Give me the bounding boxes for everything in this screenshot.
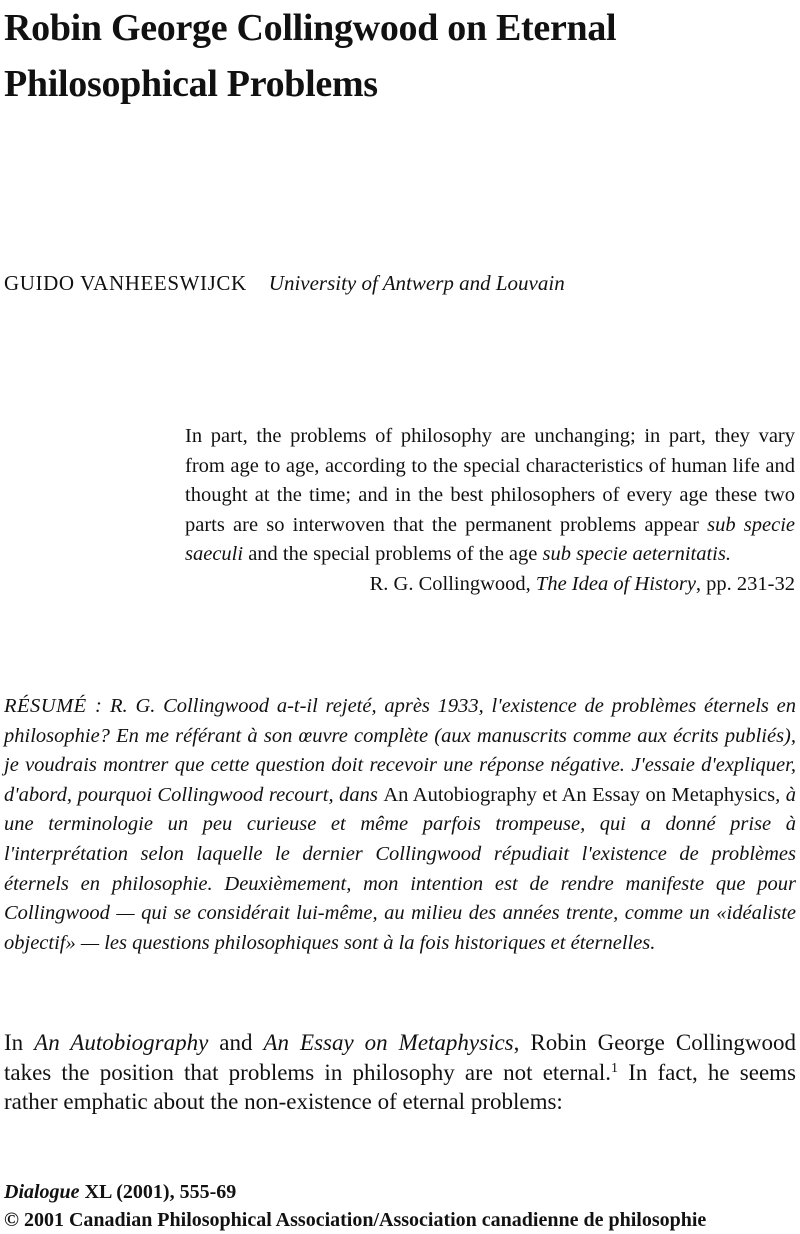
journal-citation [4,1178,798,1206]
journal-name: Dialogue [4,1181,80,1203]
copyright-notice: © 2001 Canadian Philosophical Association/Association canadienne de philosophie [4,1209,707,1231]
resume-label: RÉSUMÉ : [4,695,103,717]
resume-text: R. G. Collingwood a-t-il rejeté, après 1933, l'existence de problèmes éternels en philosophie? En me référant à son œuvre complète (aux manuscrits comme aux écrits publiés), je voudrais montrer que cette question doit recevoir une réponse négative. J'essaie d'expliquer, d'abord, pourquoi Collingwood recourt, dans [4,695,796,806]
body-text: In [4,1030,35,1055]
resume-text: , à une terminologie un peu curieuse et même parfois trompeuse, qui a donné prise à l'interprétation selon laquelle le dernier Collingwood répudiait l'existence de problèmes éternels en philosophie. Deuxièmement, mon intention est de rendre manifeste que pour Collingwood — qui se considérait lui-même, au milieu des années trente, comme un «idéaliste objectif» — les questions philosophiques sont à la fois historiques et éternelles. [4,783,797,954]
epigraph-source [185,570,795,600]
body-work-title: An Autobiography [34,1030,209,1055]
body-paragraph [4,1028,796,1117]
epigraph-latin-phrase: sub specie aeternitatis. [542,543,731,566]
epigraph [185,422,795,600]
epigraph-latin-phrase: sub specie saeculi [185,513,795,566]
epigraph-quote [185,422,795,570]
article-title: Robin George Collingwood on Eternal Philosophical Problems [4,7,617,105]
author-affiliation: University of Antwerp and Louvain [268,271,565,295]
resume-work-title: An Essay on Metaphysics [561,783,776,806]
body-text: In fact, he seems rather emphatic about the non-existence of eternal problems: [4,1059,796,1114]
author-name: GUIDO VANHEESWIJCK [4,271,247,295]
body-work-title: An Essay on Metaphysics [263,1030,514,1055]
resume-conjunction: et [536,783,562,806]
epigraph-text: In part, the problems of philosophy are unchanging; in part, they vary from age to age, according to the special characteristics of human life and thought at the time; and in the best philosophers of every age these two parts are so interwoven that the permanent problems appear [185,425,795,536]
epigraph-source-work: The Idea of History [535,572,696,595]
body-text: and [208,1030,264,1055]
epigraph-text: and the special problems of the age [243,543,543,566]
resume-abstract [4,692,796,958]
body-text: , Robin George Collingwood takes the position that problems in philosophy are not eternal. [4,1030,796,1085]
resume-work-title: An Autobiography [383,783,537,806]
journal-volume: XL (2001), 555-69 [79,1181,237,1203]
footnote-marker[interactable]: 1 [611,1060,619,1076]
byline [4,268,565,298]
page-footer [4,1178,798,1234]
epigraph-source-pages: , pp. 231-32 [695,572,795,595]
epigraph-source-author: R. G. Collingwood, [369,572,536,595]
